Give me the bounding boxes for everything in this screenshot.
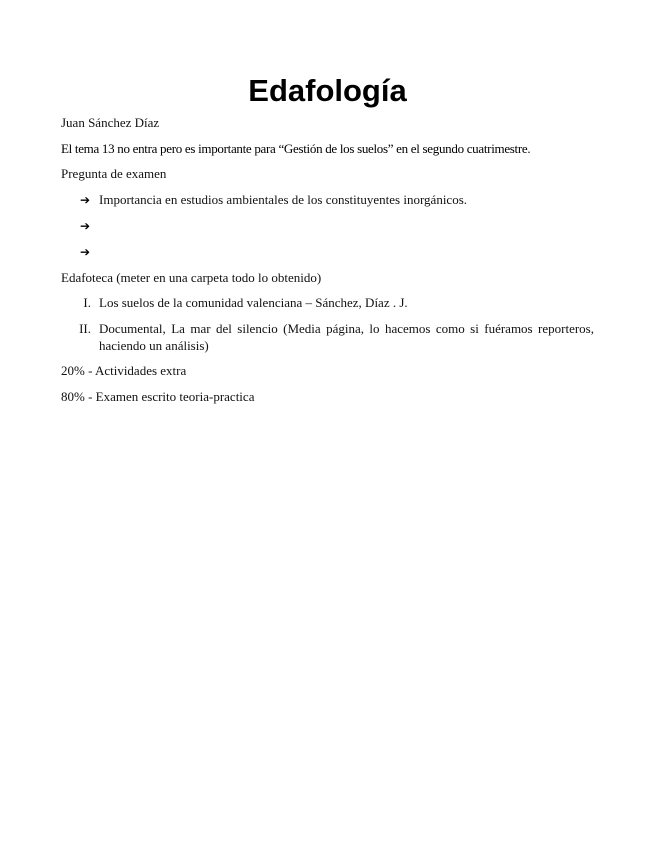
- arrow-icon: ➔: [80, 245, 91, 259]
- exam-heading: Pregunta de examen: [61, 166, 167, 181]
- edafoteca-item-2: [61, 320, 594, 354]
- item-number: I.: [83, 295, 91, 310]
- grading-item-extra: 20% - Actividades extra: [61, 363, 187, 378]
- item-text: Documental, La mar del silencio (Media página, lo hacemos como si fuéramos reporteros, haciendo un análisis): [99, 321, 594, 353]
- arrow-icon: ➔: [80, 193, 91, 207]
- item-text: Los suelos de la comunidad valenciana – Sánchez, Díaz . J.: [99, 295, 408, 310]
- edafoteca-heading: Edafoteca (meter en una carpeta todo lo obtenido): [61, 270, 322, 285]
- course-note: El tema 13 no entra pero es importante para “Gestión de los suelos” en el segundo cuatrimestre.: [61, 141, 531, 156]
- author-name: Juan Sánchez Díaz: [61, 115, 160, 130]
- exam-bullet-text: Importancia en estudios ambientales de los constituyentes inorgánicos.: [99, 192, 468, 207]
- item-number: II.: [79, 321, 91, 336]
- grading-item-exam: 80% - Examen escrito teoria-practica: [61, 389, 255, 404]
- edafoteca-item-1: [61, 294, 594, 311]
- arrow-icon: ➔: [80, 219, 91, 233]
- document-title: Edafología: [248, 73, 407, 108]
